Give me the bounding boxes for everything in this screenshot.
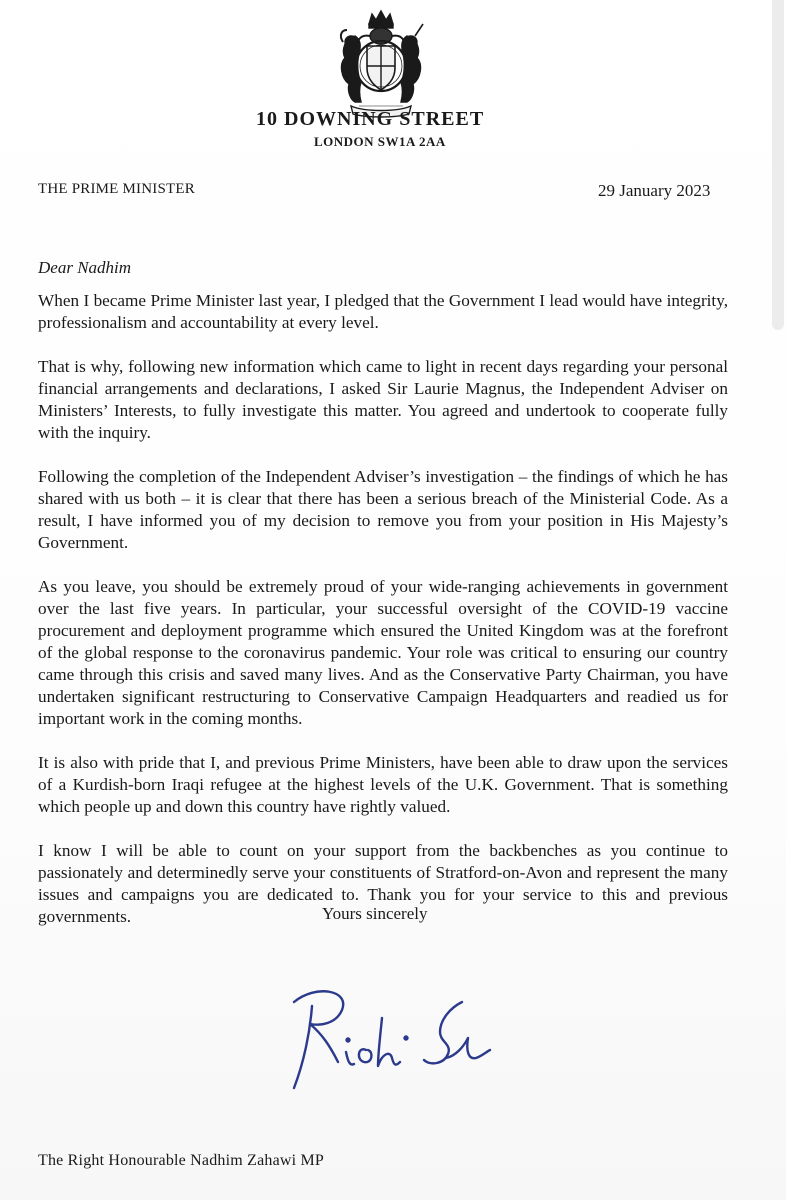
letterhead-city: LONDON SW1A 2AA bbox=[314, 134, 446, 149]
paragraph: Following the completion of the Independent Adviser’s investigation – the findings of which he has shared with us both – it is clear that there has been a serious breach of the Ministerial Code. As a result, I have informed you of my decision to remove you from your position in His Majesty’s Government. bbox=[38, 467, 728, 552]
paragraph: That is why, following new information which came to light in recent days regarding your personal financial arrangements and declarations, I asked Sir Laurie Magnus, the Independent Adviser on Ministers’ Interests, to fully investigate this matter. You agreed and undertook to cooperate fully with the inquiry. bbox=[38, 357, 728, 442]
closing: Yours sincerely bbox=[322, 904, 428, 923]
scrollbar-thumb[interactable] bbox=[772, 0, 784, 330]
letter-date: 29 January 2023 bbox=[598, 181, 711, 200]
letter-body bbox=[38, 290, 728, 950]
handwritten-signature-icon bbox=[264, 962, 504, 1102]
royal-coat-of-arms-icon bbox=[325, 6, 437, 118]
paragraph: As you leave, you should be extremely proud of your wide-ranging achievements in government over the last five years. In particular, your successful oversight of the COVID-19 vaccine procurement and deployment programme which ensured the United Kingdom was at the forefront of the global response to the coronavirus pandemic. Your role was critical to ensuring our country came through this crisis and saved many lives. And as the Conservative Party Chairman, you have undertaken significant restructuring to Conservative Campaign Headquarters and readied us for important work in the coming months. bbox=[38, 577, 728, 728]
letterhead-street: 10 DOWNING STREET bbox=[256, 108, 485, 130]
paragraph: It is also with pride that I, and previous Prime Ministers, have been able to draw upon the services of a Kurdish-born Iraqi refugee at the highest levels of the U.K. Government. That is something which people up and down this country have rightly valued. bbox=[38, 753, 728, 816]
sender-office: THE PRIME MINISTER bbox=[38, 181, 195, 197]
paragraph: I know I will be able to count on your support from the backbenches as you continue to passionately and determinedly serve your constituents of Stratford-on-Avon and represent the many issues and campaigns you are dedicated to. Thank you for your service to this and previous governments. bbox=[38, 841, 728, 926]
salutation: Dear Nadhim bbox=[38, 258, 132, 277]
paragraph: When I became Prime Minister last year, I pledged that the Government I lead would have integrity, professionalism and accountability at every level. bbox=[38, 291, 728, 332]
addressee: The Right Honourable Nadhim Zahawi MP bbox=[38, 1152, 325, 1169]
